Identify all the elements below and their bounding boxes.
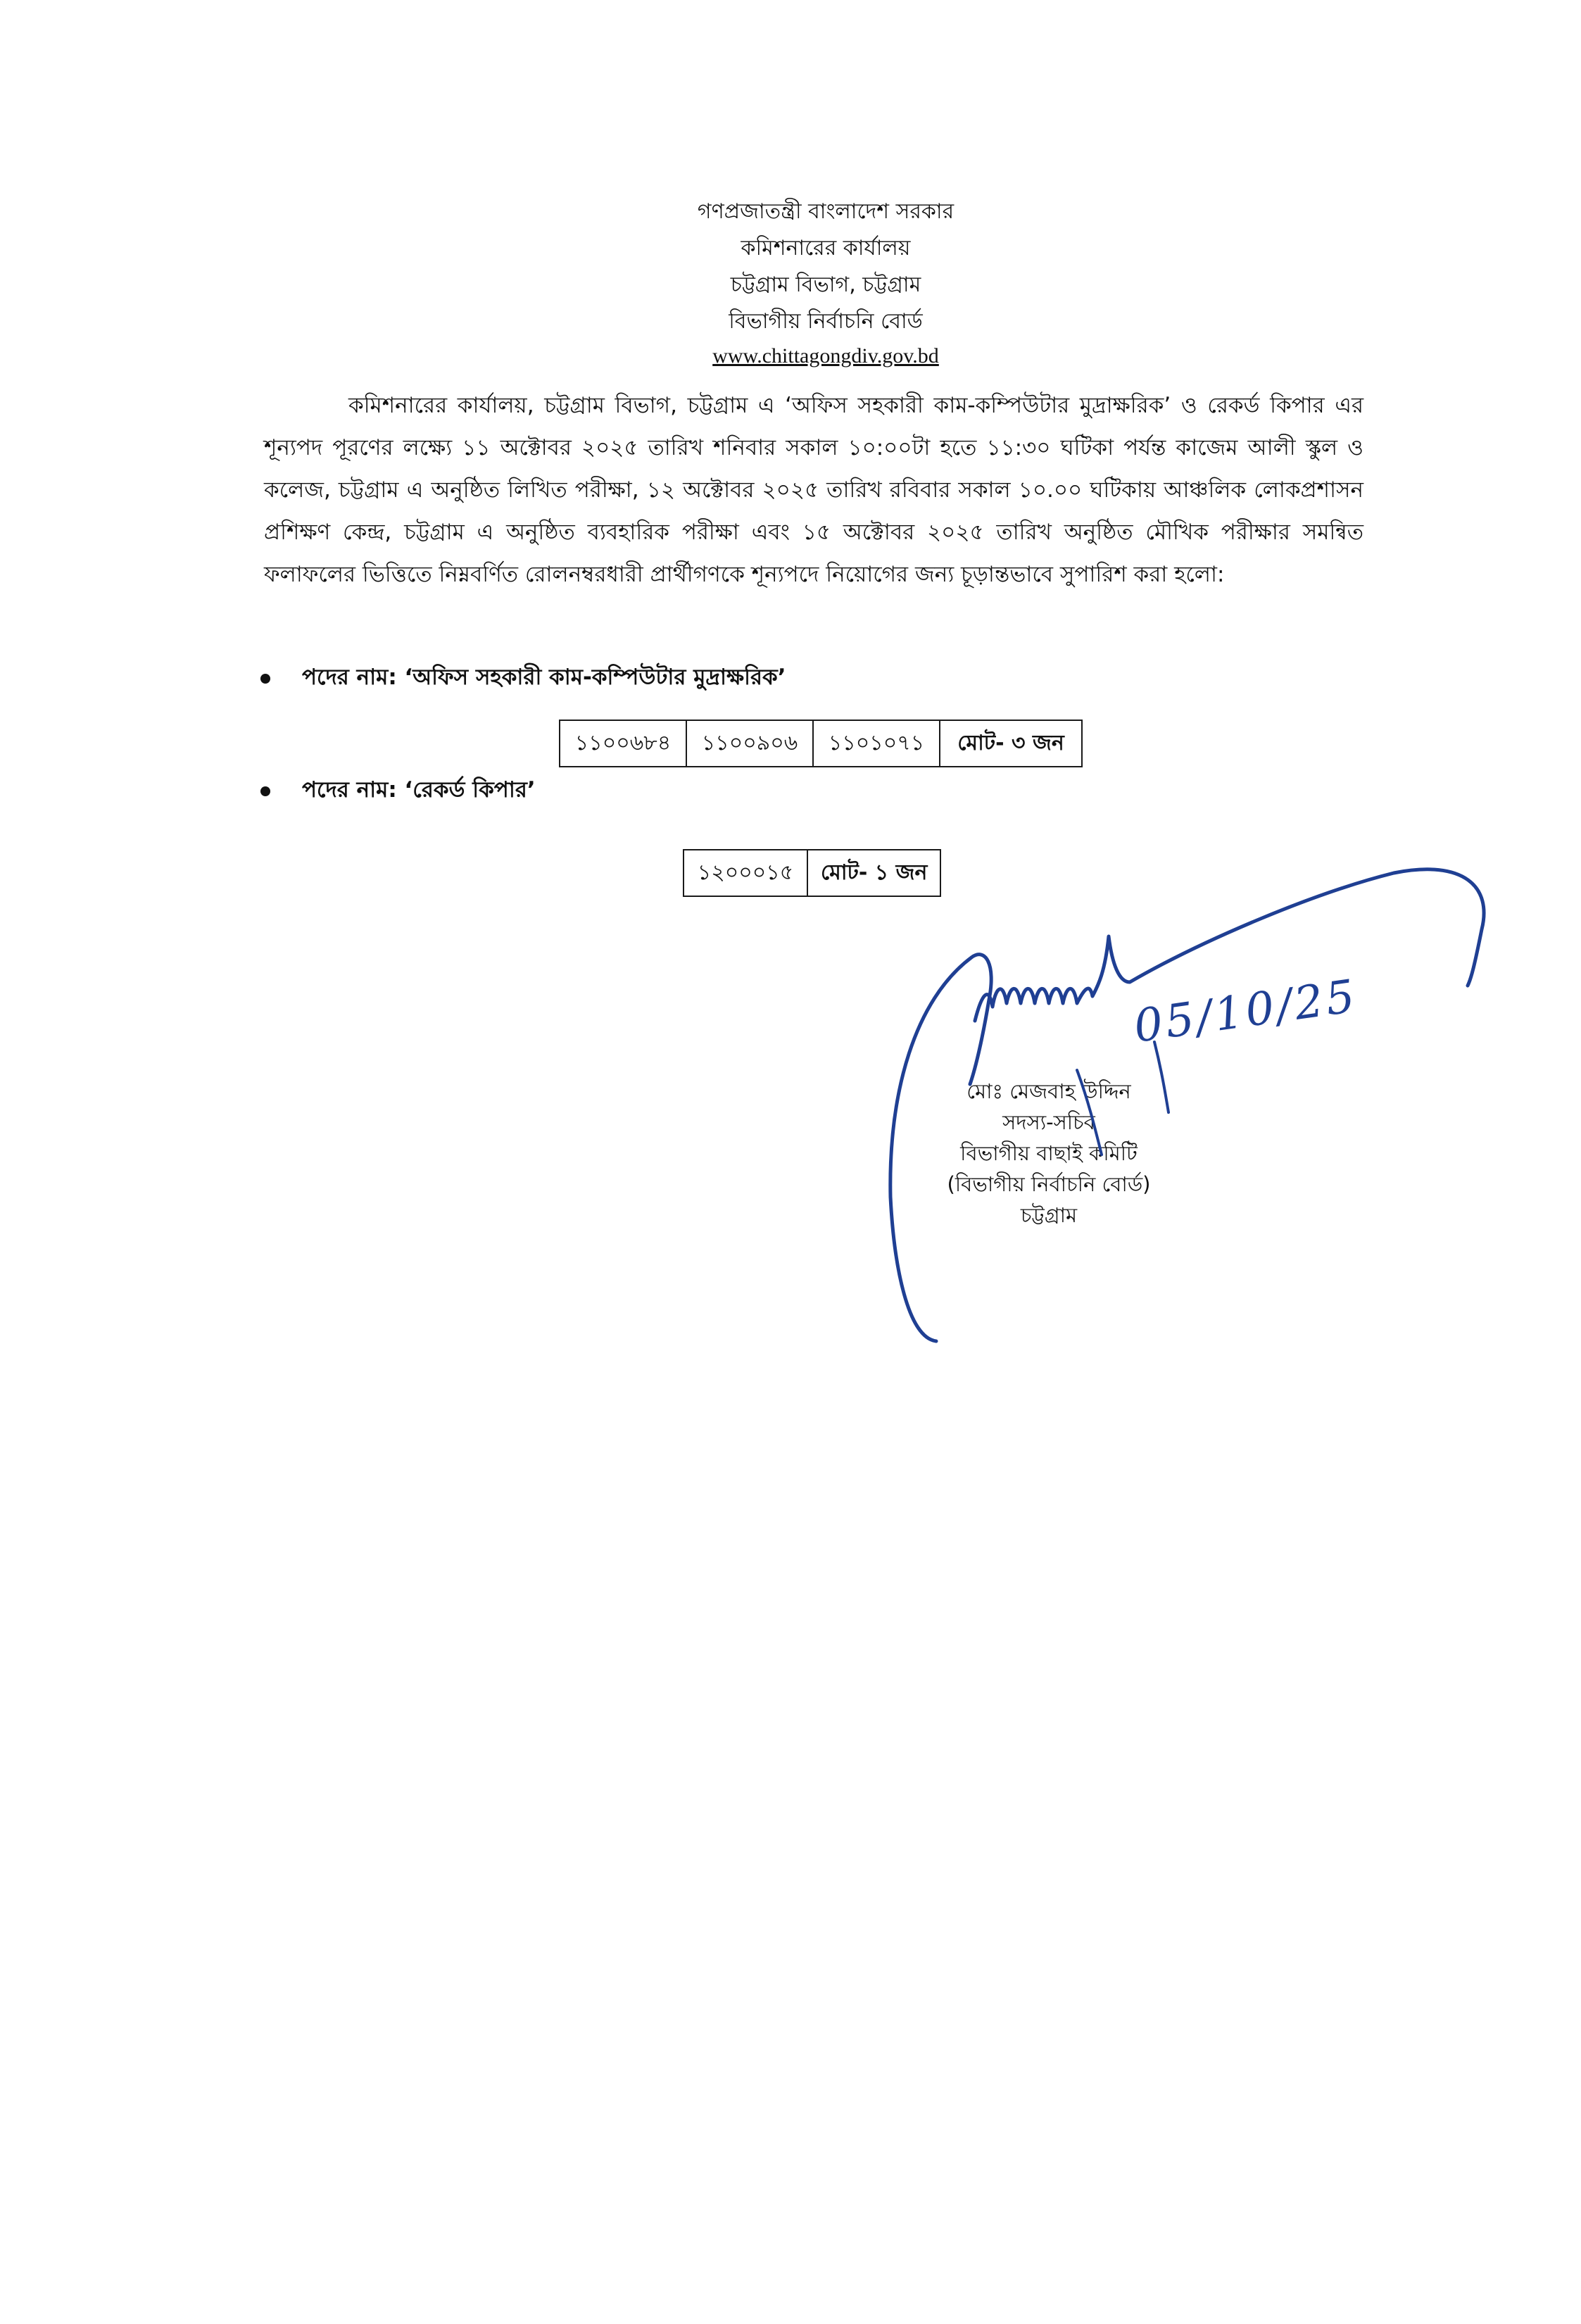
post-title: পদের নাম: ‘অফিস সহকারী কাম-কম্পিউটার মুদ্রাক্ষরিক’ bbox=[302, 665, 786, 690]
post-heading-record-keeper bbox=[260, 773, 536, 810]
signatory-location: চট্টগ্রাম bbox=[1020, 1203, 1078, 1227]
website-link[interactable]: www.chittagongdiv.gov.bd bbox=[712, 344, 939, 368]
total-cell: মোট- ১ জন bbox=[807, 850, 940, 896]
signatory-committee: বিভাগীয় বাছাই কমিটি bbox=[960, 1141, 1138, 1165]
signatory-block bbox=[887, 1076, 1211, 1231]
bullet-icon bbox=[260, 674, 270, 684]
letterhead bbox=[0, 194, 1581, 372]
roll-number-cell: ১১০১০৭১ bbox=[813, 720, 940, 767]
roll-table-record-keeper bbox=[683, 849, 941, 897]
office-name: কমিশনারের কার্যালয় bbox=[741, 236, 911, 260]
roll-table-office-assistant bbox=[559, 720, 1083, 767]
government-name: গণপ্রজাতন্ত্রী বাংলাদেশ সরকার bbox=[697, 199, 955, 224]
signatory-name: মোঃ মেজবাহ উদ্দিন bbox=[966, 1079, 1131, 1103]
table-row bbox=[684, 850, 940, 896]
total-cell: মোট- ৩ জন bbox=[940, 720, 1082, 767]
roll-number-cell: ১১০০৬৮৪ bbox=[560, 720, 686, 767]
division-name: চট্টগ্রাম বিভাগ, চট্টগ্রাম bbox=[730, 272, 921, 297]
bullet-icon bbox=[260, 786, 270, 796]
board-name: বিভাগীয় নির্বাচনি বোর্ড bbox=[729, 309, 923, 334]
signature-date: 05/10/25 bbox=[1130, 970, 1361, 1053]
roll-number-cell: ১১০০৯০৬ bbox=[686, 720, 813, 767]
signatory-board: (বিভাগীয় নির্বাচনি বোর্ড) bbox=[947, 1172, 1151, 1196]
table-row bbox=[560, 720, 1082, 767]
post-heading-office-assistant bbox=[260, 660, 786, 697]
roll-number-cell: ১২০০০১৫ bbox=[684, 850, 807, 896]
signatory-designation: সদস্য-সচিব bbox=[1002, 1110, 1095, 1134]
post-title: পদের নাম: ‘রেকর্ড কিপার’ bbox=[302, 777, 536, 803]
notice-paragraph: কমিশনারের কার্যালয়, চট্টগ্রাম বিভাগ, চট্টগ্রাম এ ‘অফিস সহকারী কাম-কম্পিউটার মুদ্রাক্ষরিক’ ও রেকর্ড কিপার এর শূন্যপদ পূরণের লক্ষ্যে ১১ অক্টোবর ২০২৫ তারিখ শনিবার সকাল ১০:০০টা হতে ১১:৩০ ঘটিকা পর্যন্ত কাজেম আলী স্কুল ও কলেজ, চট্টগ্রাম এ অনুষ্ঠিত লিখিত পরীক্ষা, ১২ অক্টোবর ২০২৫ তারিখ রবিবার সকাল ১০.০০ ঘটিকায় আঞ্চলিক লোকপ্রশাসন প্রশিক্ষণ কেন্দ্র, চট্টগ্রাম এ অনুষ্ঠিত ব্যবহারিক পরীক্ষা এবং ১৫ অক্টোবর ২০২৫ তারিখ অনুষ্ঠিত মৌখিক পরীক্ষার সমন্বিত ফলাফলের ভিত্তিতে নিম্নবর্ণিত রোলনম্বরধারী প্রার্থীগণকে শূন্যপদে নিয়োগের জন্য চূড়ান্তভাবে সুপারিশ করা হলো: bbox=[264, 393, 1363, 587]
